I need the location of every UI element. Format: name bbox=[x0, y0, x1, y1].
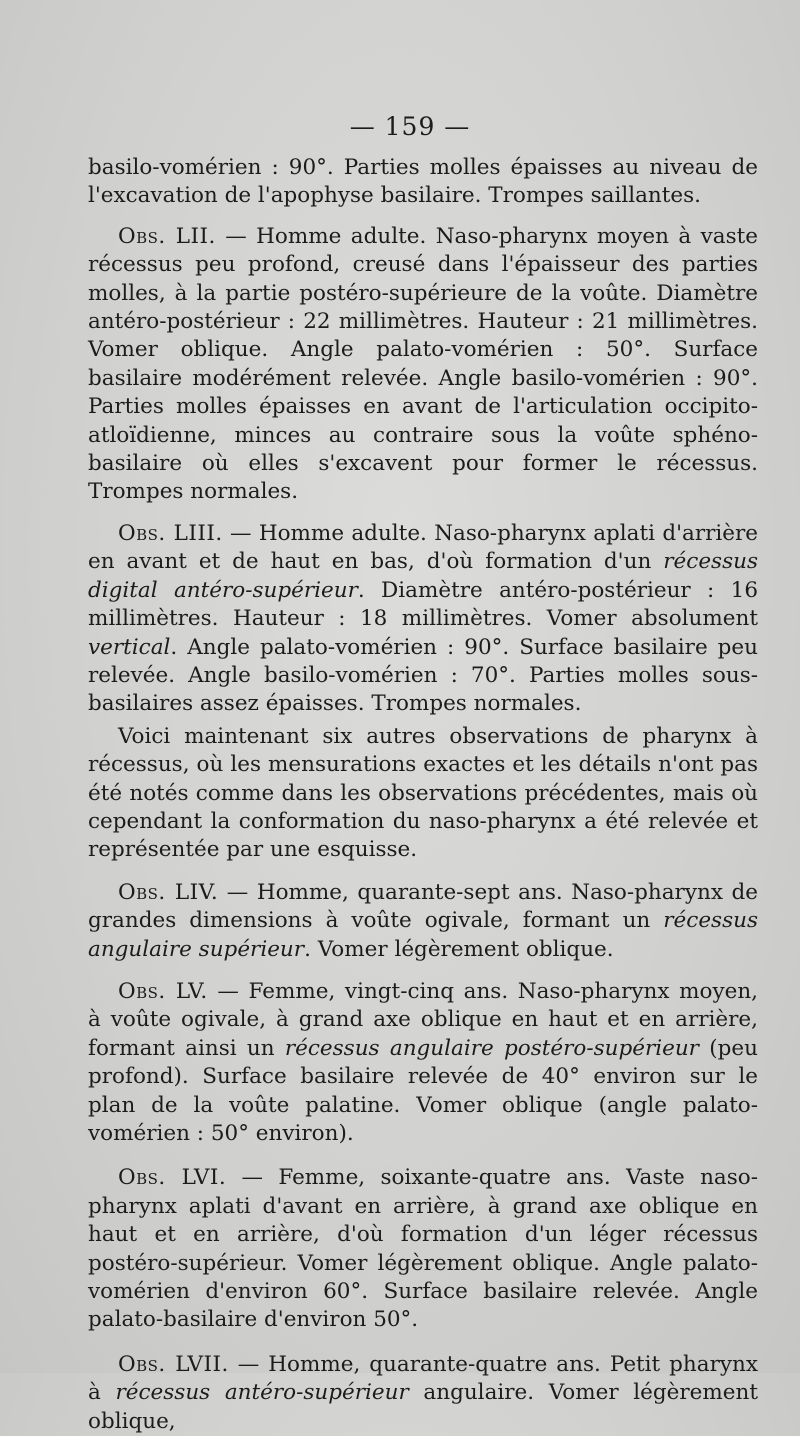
page-body bbox=[88, 154, 758, 1436]
observation-label: Obs. LIV. bbox=[118, 879, 219, 905]
observation-text: — Homme adulte. Naso-pharynx moyen à vaste récessus peu profond, creusé dans l'épaisseur des parties molles, à la partie postéro-supérieure de la voûte. Diamètre antéro-postérieur : 22 millimètres. Hauteur : 21 millimètres. Vomer oblique. Angle palato-vomérien : 50°. Surface basilaire modérément relevée. Angle basilo-vomérien : 90°. Parties molles épaisses en avant de l'articulation occipito-atloïdienne, minces au contraire sous la voûte sphéno-basilaire où elles s'excavent pour former le récessus. Trompes normales. bbox=[88, 223, 758, 505]
observation-text: . Diamètre antéro-postérieur : 16 millimètres. Hauteur : 18 millimètres. Vomer absolument bbox=[88, 577, 758, 632]
observation-text: angulaire. Vomer légèrement oblique, bbox=[88, 1380, 758, 1434]
observation-text: — Femme, soixante-quatre ans. Vaste naso-pharynx aplati d'avant en arrière, à grand axe oblique en haut et en arrière, d'où formation d'un léger récessus postéro-supérieur. Vomer légèrement oblique. Angle palato-vomérien d'environ 60°. Surface basilaire relevée. Angle palato-basilaire d'environ 50°. bbox=[88, 1165, 758, 1333]
continuation-paragraph: basilo-vomérien : 90°. Parties molles épaisses au niveau de l'excavation de l'apophyse basilaire. Trompes saillantes. bbox=[88, 155, 758, 209]
observation-text: — Homme, quarante-sept ans. Naso-pharynx de grandes dimensions à voûte ogivale, formant un bbox=[88, 879, 759, 934]
observation-text: . Vomer légèrement oblique. bbox=[304, 936, 614, 962]
observation-italic: récessus angulaire supérieur bbox=[88, 908, 758, 962]
observation-liv bbox=[88, 879, 758, 964]
page-number: — 159 — bbox=[349, 112, 471, 141]
intro-paragraph: Voici maintenant six autres observations de pharynx à récessus, où les mensurations exactes et les détails n'ont pas été notés comme dans les observations précédentes, mais où cependant la conformation du naso-pharynx a été relevée et représentée par une esquisse. bbox=[88, 723, 758, 863]
observation-text: . Angle palato-vomérien : 90°. Surface basilaire peu relevée. Angle basilo-vomérien : 70°. Parties molles sous-basilaires assez épaisses. Trompes normales. bbox=[88, 634, 758, 717]
observation-text: (peu profond). Surface basilaire relevée de 40° environ sur le plan de la voûte palatine. Vomer oblique (angle palato-vomérien : 50° environ). bbox=[88, 1035, 758, 1146]
observation-lvii bbox=[88, 1351, 758, 1436]
observation-italic: récessus angulaire postéro-supérieur bbox=[284, 1035, 699, 1061]
observation-label: Obs. LII. bbox=[118, 223, 216, 249]
observation-label: Obs. LVI. bbox=[118, 1165, 227, 1191]
observation-text: — Femme, vingt-cinq ans. Naso-pharynx moyen, à voûte ogivale, à grand axe oblique en haut et en arrière, formant ainsi un bbox=[88, 978, 758, 1061]
observation-text: — Homme, quarante-quatre ans. Petit pharynx à bbox=[88, 1351, 758, 1406]
observation-liii bbox=[88, 520, 758, 719]
observation-lv bbox=[88, 978, 758, 1148]
observation-italic: vertical bbox=[88, 634, 171, 660]
observation-label: Obs. LIII. bbox=[118, 520, 223, 546]
observation-lvi bbox=[88, 1164, 758, 1334]
observation-italic: récessus digital antéro-supérieur bbox=[88, 549, 758, 603]
observation-label: Obs. LV. bbox=[118, 978, 208, 1004]
observation-italic: récessus antéro-supérieur bbox=[115, 1380, 409, 1406]
observation-lii bbox=[88, 223, 758, 507]
observation-text: — Homme adulte. Naso-pharynx aplati d'arrière en avant et de haut en bas, d'où formation d'un bbox=[88, 520, 758, 575]
observation-label: Obs. LVII. bbox=[118, 1351, 229, 1377]
